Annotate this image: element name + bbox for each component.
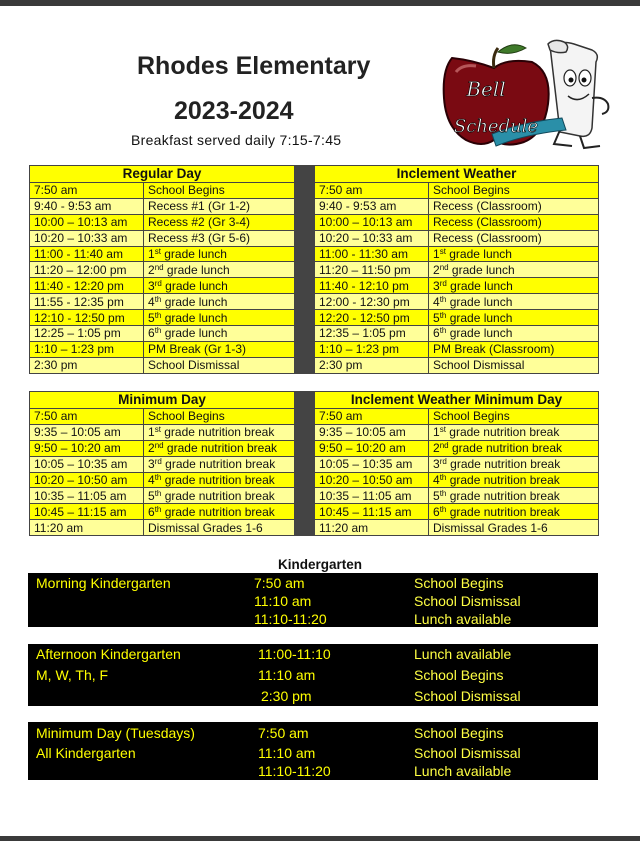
ordinal-suffix: st — [154, 425, 161, 435]
activity-text: School Dismissal — [433, 358, 525, 373]
grade-number: 2 — [433, 262, 440, 277]
activity-cell — [144, 262, 295, 278]
ordinal-suffix: th — [154, 488, 162, 498]
time-cell: 11:55 - 12:35 pm — [30, 294, 144, 310]
activity-text: School Begins — [148, 409, 225, 424]
time-cell: 12:25 – 1:05 pm — [30, 326, 144, 342]
kg-time: 11:10-11:20 — [254, 611, 327, 627]
kg-time: 11:10-11:20 — [258, 763, 331, 779]
column-separator — [295, 183, 315, 199]
ordinal-suffix: th — [154, 310, 162, 320]
activity-cell — [429, 504, 599, 520]
time-cell: 7:50 am — [315, 409, 429, 425]
kg-label: Minimum Day (Tuesdays) — [36, 725, 195, 741]
time-cell: 10:35 – 11:05 am — [315, 488, 429, 504]
time-cell: 11:20 am — [315, 520, 429, 536]
kg-time: 11:00-11:10 — [258, 646, 331, 662]
column-separator — [295, 310, 315, 326]
schedule-row — [30, 341, 599, 357]
kg-event: School Begins — [414, 667, 504, 683]
time-cell: 12:20 - 12:50 pm — [315, 310, 429, 326]
schedule-row — [30, 310, 599, 326]
activity-text: School Begins — [433, 183, 510, 198]
activity-text: grade nutrition break — [448, 441, 563, 456]
ordinal-suffix: rd — [154, 278, 162, 288]
ordinal-suffix: st — [154, 247, 161, 256]
column-separator — [295, 424, 315, 440]
schedule-row — [30, 198, 599, 214]
column-separator — [295, 456, 315, 472]
schedule-row — [30, 294, 599, 310]
scroll-character-icon — [548, 40, 608, 148]
activity-cell — [429, 214, 599, 230]
activity-text: PM Break (Classroom) — [433, 342, 555, 357]
activity-cell — [429, 310, 599, 326]
activity-cell — [429, 520, 599, 536]
bell-schedule-apple-logo — [442, 38, 614, 153]
time-cell: 10:35 – 11:05 am — [30, 488, 144, 504]
time-cell: 11:00 - 11:40 am — [30, 246, 144, 262]
column-separator — [295, 198, 315, 214]
time-cell: 2:30 pm — [30, 357, 144, 373]
time-cell: 10:20 – 10:33 am — [30, 230, 144, 246]
ordinal-suffix: rd — [439, 457, 447, 467]
schedule-row — [30, 246, 599, 262]
activity-text: grade lunch — [446, 326, 513, 341]
kg-time: 11:10 am — [258, 667, 316, 683]
activity-text: School Dismissal — [148, 358, 240, 373]
time-cell: 10:20 – 10:50 am — [315, 472, 429, 488]
activity-cell — [429, 456, 599, 472]
school-year: 2023-2024 — [174, 97, 294, 125]
ordinal-suffix: rd — [439, 278, 447, 288]
activity-cell — [144, 310, 295, 326]
activity-text: grade lunch — [448, 262, 515, 277]
activity-cell — [144, 520, 295, 536]
grade-number: 1 — [433, 425, 440, 440]
time-cell: 12:00 - 12:30 pm — [315, 294, 429, 310]
column-separator — [295, 409, 315, 425]
activity-text: grade nutrition break — [161, 488, 275, 503]
activity-cell — [429, 246, 599, 262]
minimum-day-heading: Minimum Day — [30, 392, 295, 409]
grade-number: 5 — [148, 488, 155, 503]
schedule-row — [30, 472, 599, 488]
kg-event: Lunch available — [414, 763, 512, 779]
activity-text: School Begins — [433, 409, 510, 424]
activity-text: grade lunch — [446, 310, 513, 325]
time-cell: 2:30 pm — [315, 357, 429, 373]
bottom-border — [0, 836, 640, 841]
activity-cell — [429, 230, 599, 246]
kg-event: School Dismissal — [414, 688, 521, 704]
kg-event: School Dismissal — [414, 745, 521, 761]
activity-cell — [144, 198, 295, 214]
column-separator — [295, 504, 315, 520]
ordinal-suffix: nd — [154, 262, 164, 272]
grade-number: 6 — [433, 504, 440, 519]
activity-cell — [429, 278, 599, 294]
kg-event: Lunch available — [414, 646, 512, 662]
schedule-row — [30, 520, 599, 536]
column-separator — [295, 262, 315, 278]
activity-text: PM Break (Gr 1-3) — [148, 342, 247, 357]
time-cell: 10:05 – 10:35 am — [30, 456, 144, 472]
activity-cell — [429, 424, 599, 440]
time-cell: 12:35 – 1:05 pm — [315, 326, 429, 342]
inclement-weather-heading: Inclement Weather — [315, 166, 599, 183]
ordinal-suffix: th — [154, 504, 162, 514]
column-separator — [295, 357, 315, 373]
activity-text: grade lunch — [161, 326, 228, 341]
activity-cell — [429, 198, 599, 214]
kg-event: School Begins — [414, 575, 504, 591]
time-cell: 7:50 am — [30, 183, 144, 199]
activity-cell — [144, 424, 295, 440]
activity-cell — [144, 472, 295, 488]
activity-cell — [144, 341, 295, 357]
kg-event: School Dismissal — [414, 593, 521, 609]
activity-cell — [144, 504, 295, 520]
grade-number: 3 — [433, 278, 440, 293]
ordinal-suffix: th — [154, 294, 162, 304]
activity-text: Dismissal Grades 1-6 — [148, 520, 263, 535]
column-separator — [295, 230, 315, 246]
afternoon-kindergarten-box — [28, 644, 598, 706]
schedule-row — [30, 183, 599, 199]
ordinal-suffix: nd — [154, 441, 164, 451]
kindergarten-heading: Kindergarten — [277, 557, 362, 572]
activity-text: grade nutrition break — [446, 457, 561, 472]
kg-time: 2:30 pm — [261, 688, 312, 704]
activity-text: grade nutrition break — [163, 441, 277, 456]
grade-number: 5 — [433, 488, 440, 503]
grade-number: 2 — [433, 441, 440, 456]
grade-number: 1 — [433, 247, 440, 261]
activity-cell — [429, 341, 599, 357]
activity-cell — [144, 326, 295, 342]
activity-cell — [429, 472, 599, 488]
kg-time: 7:50 am — [258, 725, 309, 741]
activity-text: grade nutrition break — [161, 457, 276, 472]
time-cell: 11:40 - 12:10 pm — [315, 278, 429, 294]
schedule-row — [30, 262, 599, 278]
activity-text: grade lunch — [161, 310, 228, 325]
time-cell: 7:50 am — [30, 409, 144, 425]
activity-cell — [144, 183, 295, 199]
time-cell: 10:00 – 10:13 am — [315, 214, 429, 230]
activity-cell — [144, 278, 295, 294]
time-cell: 9:35 – 10:05 am — [315, 424, 429, 440]
activity-text: grade nutrition break — [446, 488, 560, 503]
regular-day-heading: Regular Day — [30, 166, 295, 183]
grade-number: 4 — [148, 294, 155, 309]
activity-cell — [144, 294, 295, 310]
grade-number: 4 — [433, 294, 440, 309]
schedule-row — [30, 424, 599, 440]
activity-text: grade lunch — [163, 262, 230, 277]
ordinal-suffix: th — [154, 473, 162, 482]
time-cell: 10:05 – 10:35 am — [315, 456, 429, 472]
column-separator — [295, 214, 315, 230]
grade-number: 1 — [148, 425, 155, 440]
grade-number: 6 — [433, 326, 440, 341]
kg-label: Morning Kindergarten — [36, 575, 171, 591]
logo-text-bell: Bell — [466, 77, 506, 101]
activity-cell — [144, 488, 295, 504]
kg-time: 11:10 am — [258, 745, 316, 761]
time-cell: 11:00 - 11:30 am — [315, 246, 429, 262]
kg-days: M, W, Th, F — [36, 667, 109, 683]
ordinal-suffix: th — [154, 326, 162, 336]
schedule-row — [30, 326, 599, 342]
logo-text-schedule: Schedule — [453, 116, 539, 137]
regular-day-schedule-table — [29, 165, 599, 374]
activity-text: grade nutrition break — [161, 504, 275, 519]
schedule-row — [30, 357, 599, 373]
activity-text: grade lunch — [446, 278, 513, 293]
schedule-row — [30, 409, 599, 425]
ordinal-suffix: nd — [439, 262, 449, 272]
activity-text: Recess #3 (Gr 5-6) — [148, 231, 251, 246]
minimum-day-kindergarten-box — [28, 722, 598, 780]
activity-cell — [144, 409, 295, 425]
activity-text: grade lunch — [160, 247, 227, 261]
activity-text: grade nutrition break — [161, 473, 275, 487]
activity-cell — [429, 357, 599, 373]
grade-number: 3 — [433, 457, 440, 472]
schedule-row — [30, 456, 599, 472]
activity-text: grade lunch — [445, 247, 512, 261]
top-border — [0, 0, 640, 6]
time-cell: 9:50 – 10:20 am — [315, 440, 429, 456]
time-cell: 12:10 - 12:50 pm — [30, 310, 144, 326]
grade-number: 1 — [148, 247, 155, 261]
grade-number: 5 — [148, 310, 155, 325]
column-separator — [295, 246, 315, 262]
activity-text: Recess (Classroom) — [433, 199, 542, 214]
activity-cell — [144, 230, 295, 246]
column-separator — [295, 341, 315, 357]
kg-event: Lunch available — [414, 611, 512, 627]
activity-text: Recess #1 (Gr 1-2) — [148, 199, 251, 214]
kg-time: 11:10 am — [254, 593, 312, 609]
school-name: Rhodes Elementary — [137, 52, 371, 80]
ordinal-suffix: th — [439, 310, 447, 320]
activity-cell — [429, 326, 599, 342]
schedule-row — [30, 230, 599, 246]
time-cell: 11:20 am — [30, 520, 144, 536]
time-cell: 11:40 - 12:20 pm — [30, 278, 144, 294]
activity-text: Recess (Classroom) — [433, 231, 542, 246]
activity-text: grade lunch — [161, 278, 228, 293]
activity-cell — [429, 488, 599, 504]
breakfast-note: Breakfast served daily 7:15-7:45 — [131, 132, 342, 148]
time-cell: 9:35 – 10:05 am — [30, 424, 144, 440]
activity-cell — [144, 440, 295, 456]
time-cell: 11:20 – 12:00 pm — [30, 262, 144, 278]
schedule-row — [30, 504, 599, 520]
time-cell: 9:50 – 10:20 am — [30, 440, 144, 456]
activity-cell — [429, 262, 599, 278]
morning-kindergarten-box — [28, 573, 598, 627]
activity-text: grade nutrition break — [446, 473, 560, 487]
activity-cell — [144, 357, 295, 373]
time-cell: 10:20 – 10:33 am — [315, 230, 429, 246]
minimum-day-schedule-table — [29, 391, 599, 536]
time-cell: 7:50 am — [315, 183, 429, 199]
column-separator — [295, 440, 315, 456]
schedule-row — [30, 488, 599, 504]
grade-number: 6 — [148, 326, 155, 341]
column-separator — [295, 166, 315, 183]
kg-event: School Begins — [414, 725, 504, 741]
activity-text: School Begins — [148, 183, 225, 198]
kg-group: All Kindergarten — [36, 745, 136, 761]
grade-number: 4 — [433, 473, 440, 487]
time-cell: 1:10 – 1:23 pm — [315, 341, 429, 357]
time-cell: 10:20 – 10:50 am — [30, 472, 144, 488]
activity-cell — [429, 409, 599, 425]
ordinal-suffix: rd — [154, 457, 162, 467]
kg-label: Afternoon Kindergarten — [36, 646, 181, 662]
ordinal-suffix: st — [439, 247, 446, 256]
ordinal-suffix: th — [439, 326, 447, 336]
ordinal-suffix: th — [439, 294, 447, 304]
ordinal-suffix: th — [439, 504, 447, 514]
activity-text: Recess #2 (Gr 3-4) — [148, 215, 251, 230]
ordinal-suffix: st — [439, 425, 446, 435]
activity-text: Recess (Classroom) — [433, 215, 542, 230]
activity-cell — [429, 294, 599, 310]
inclement-minimum-heading: Inclement Weather Minimum Day — [315, 392, 599, 409]
column-separator — [295, 472, 315, 488]
activity-text: grade lunch — [446, 294, 513, 309]
grade-number: 3 — [148, 278, 155, 293]
column-separator — [295, 326, 315, 342]
schedule-row — [30, 214, 599, 230]
column-separator — [295, 488, 315, 504]
kg-time: 7:50 am — [254, 575, 305, 591]
time-cell: 11:20 – 11:50 pm — [315, 262, 429, 278]
activity-cell — [429, 440, 599, 456]
time-cell: 10:00 – 10:13 am — [30, 214, 144, 230]
activity-text: grade nutrition break — [445, 425, 560, 440]
grade-number: 2 — [148, 441, 155, 456]
column-separator — [295, 392, 315, 409]
grade-number: 2 — [148, 262, 155, 277]
activity-text: grade nutrition break — [446, 504, 560, 519]
column-separator — [295, 278, 315, 294]
time-cell: 9:40 - 9:53 am — [315, 198, 429, 214]
column-separator — [295, 520, 315, 536]
grade-number: 4 — [148, 473, 155, 487]
schedule-row — [30, 278, 599, 294]
ordinal-suffix: th — [439, 488, 447, 498]
time-cell: 10:45 – 11:15 am — [30, 504, 144, 520]
ordinal-suffix: nd — [439, 441, 449, 451]
activity-text: grade nutrition break — [160, 425, 275, 440]
schedule-row — [30, 440, 599, 456]
grade-number: 6 — [148, 504, 155, 519]
activity-text: Dismissal Grades 1-6 — [433, 520, 548, 535]
activity-cell — [144, 214, 295, 230]
activity-cell — [144, 246, 295, 262]
time-cell: 9:40 - 9:53 am — [30, 198, 144, 214]
activity-cell — [144, 456, 295, 472]
grade-number: 5 — [433, 310, 440, 325]
grade-number: 3 — [148, 457, 155, 472]
activity-text: grade lunch — [161, 294, 228, 309]
ordinal-suffix: th — [439, 473, 447, 482]
time-cell: 10:45 – 11:15 am — [315, 504, 429, 520]
column-separator — [295, 294, 315, 310]
time-cell: 1:10 – 1:23 pm — [30, 341, 144, 357]
activity-cell — [429, 183, 599, 199]
